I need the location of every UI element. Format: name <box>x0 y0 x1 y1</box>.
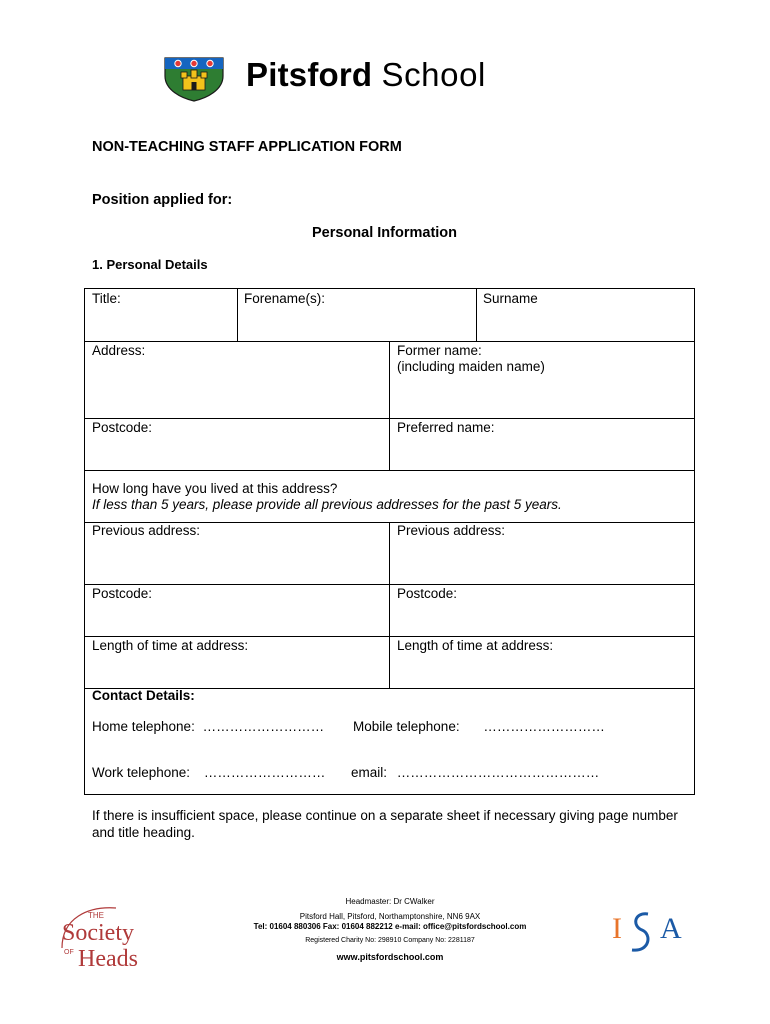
subsection-title: 1. Personal Details <box>92 257 208 272</box>
former-name-note: (including maiden name) <box>397 359 545 374</box>
address-label: Address: <box>92 343 146 358</box>
postcode-label: Postcode: <box>92 420 153 435</box>
position-applied-label: Position applied for: <box>92 192 233 208</box>
svg-text:Heads: Heads <box>78 946 138 970</box>
svg-text:THE: THE <box>88 911 104 920</box>
footer-headmaster: Headmaster: Dr CWalker <box>345 897 435 906</box>
footer-contact: Tel: 01604 880306 Fax: 01604 882212 e-mail: office@pitsfordschool.com <box>253 922 527 931</box>
forenames-label: Forename(s): <box>244 291 326 306</box>
email-label: email: <box>351 765 388 780</box>
column-divider <box>476 289 477 341</box>
how-long-block <box>92 481 562 513</box>
previous-address-label: Previous address: <box>397 523 506 538</box>
column-divider <box>389 522 390 688</box>
isa-logo <box>604 900 692 960</box>
home-telephone-label: Home telephone: <box>92 719 195 734</box>
length-at-address-left-field[interactable] <box>92 638 248 654</box>
svg-text:I: I <box>612 912 622 945</box>
mobile-telephone-dots: ……………………… <box>483 719 605 734</box>
postcode-field[interactable] <box>92 420 152 436</box>
previous-address-left-field[interactable] <box>92 523 200 539</box>
postcode-label: Postcode: <box>397 586 458 601</box>
how-long-question: How long have you lived at this address? <box>92 481 338 496</box>
school-name <box>246 56 486 94</box>
insufficient-space-note: If there is insufficient space, please continue on a separate sheet if necessary giving page number and title heading. <box>92 808 678 840</box>
school-crest-logo <box>163 56 225 102</box>
form-title: NON-TEACHING STAFF APPLICATION FORM <box>92 139 402 155</box>
address-field[interactable] <box>92 343 145 359</box>
title-field[interactable] <box>92 291 121 307</box>
home-telephone-field[interactable] <box>92 719 324 735</box>
surname-field[interactable] <box>483 291 538 307</box>
svg-text:A: A <box>660 912 682 945</box>
former-name-label: Former name: <box>397 343 482 358</box>
section-title: Personal Information <box>312 225 458 241</box>
school-name-light: School <box>381 56 486 93</box>
preferred-name-label: Preferred name: <box>397 420 495 435</box>
postcode-label: Postcode: <box>92 586 153 601</box>
forenames-field[interactable] <box>244 291 325 307</box>
length-at-address-label: Length of time at address: <box>397 638 554 653</box>
previous-address-right-field[interactable] <box>397 523 505 539</box>
footer-website[interactable]: www.pitsfordschool.com <box>336 952 444 962</box>
footer-address: Pitsford Hall, Pitsford, Northamptonshire, NN6 9AX <box>299 912 481 921</box>
former-name-field[interactable] <box>397 343 545 375</box>
svg-text:Society: Society <box>62 920 134 946</box>
work-telephone-dots: ……………………… <box>203 765 326 780</box>
personal-details-table <box>84 288 695 795</box>
school-name-bold: Pitsford <box>246 56 373 93</box>
home-telephone-dots: ……………………… <box>202 719 325 734</box>
svg-text:OF: OF <box>64 949 74 956</box>
email-dots: ……………………………………… <box>396 765 600 780</box>
length-at-address-right-field[interactable] <box>397 638 553 654</box>
how-long-note: If less than 5 years, please provide all previous addresses for the past 5 years. <box>92 497 562 512</box>
contact-details-heading: Contact Details: <box>92 688 195 703</box>
column-divider <box>389 341 390 470</box>
surname-label: Surname <box>483 291 538 306</box>
mobile-telephone-field[interactable] <box>353 719 605 735</box>
preferred-name-field[interactable] <box>397 420 495 436</box>
mobile-telephone-label: Mobile telephone: <box>353 719 460 734</box>
email-field[interactable] <box>351 765 599 781</box>
society-of-heads-logo <box>58 904 158 970</box>
row-divider <box>85 470 694 471</box>
previous-address-label: Previous address: <box>92 523 201 538</box>
length-at-address-label: Length of time at address: <box>92 638 249 653</box>
previous-postcode-right-field[interactable] <box>397 586 457 602</box>
work-telephone-field[interactable] <box>92 765 325 781</box>
column-divider <box>237 289 238 341</box>
footer-registration: Registered Charity No: 298910 Company No: 2281187 <box>305 937 475 944</box>
previous-postcode-left-field[interactable] <box>92 586 152 602</box>
title-label: Title: <box>92 291 121 306</box>
work-telephone-label: Work telephone: <box>92 765 191 780</box>
